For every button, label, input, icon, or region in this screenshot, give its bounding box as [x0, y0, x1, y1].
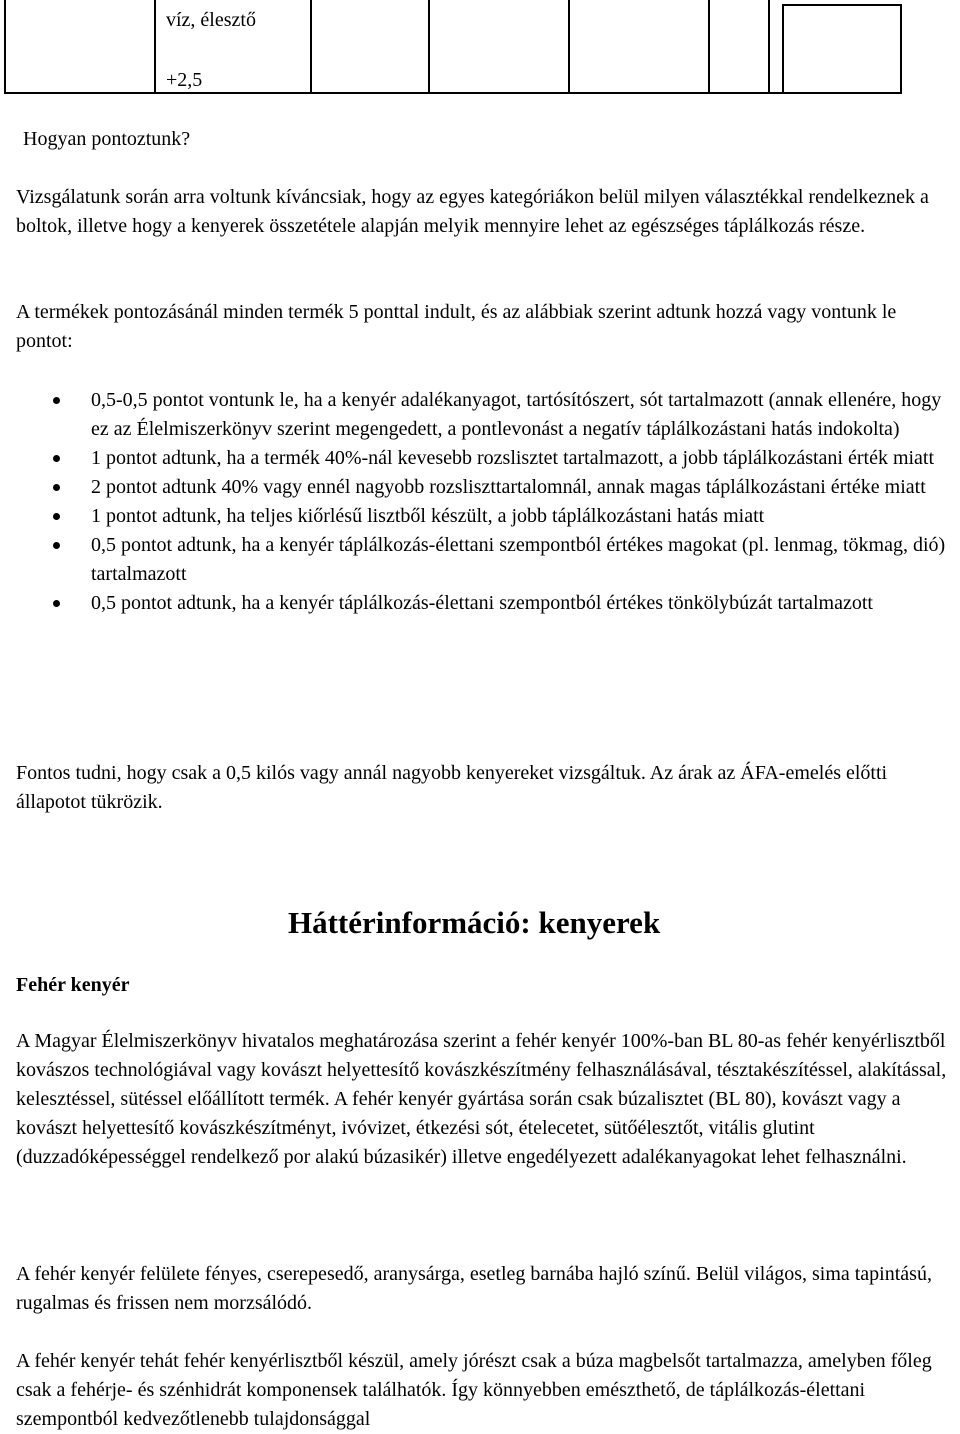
list-item: 0,5 pontot adtunk, ha a kenyér táplálkozás-élettani szempontból értékes magokat (pl. lenmag, tökmag, dió) tartalmazott — [16, 531, 956, 589]
white-bread-paragraph-2 — [16, 1260, 956, 1318]
note-paragraph — [16, 759, 956, 817]
list-item: 0,5 pontot adtunk, ha a kenyér táplálkozás-élettani szempontból értékes tönkölybúzát tartalmazott — [16, 589, 956, 618]
table-bottom-border — [4, 92, 902, 94]
table-vline-6 — [768, 0, 770, 94]
background-heading: Háttérinformáció: kenyerek — [288, 905, 661, 940]
table-cell-ingredients: víz, élesztő — [166, 9, 256, 31]
intro-paragraph — [16, 183, 956, 241]
list-item: 1 pontot adtunk, ha teljes kiőrlésű lisztből készült, a jobb táplálkozástani hatás miatt — [16, 502, 956, 531]
note-text: Fontos tudni, hogy csak a 0,5 kilós vagy annál nagyobb kenyereket vizsgáltuk. Az árak az ÁFA-emelés előtti állapotot tükrözik. — [16, 762, 888, 813]
white-bread-paragraph-1 — [16, 1027, 956, 1172]
scoring-title: Hogyan pontoztunk? — [23, 128, 191, 150]
table-inner-box — [782, 4, 902, 94]
table-cell-score: +2,5 — [166, 69, 203, 91]
table-vline-4 — [568, 0, 570, 94]
list-item: 2 pontot adtunk 40% vagy ennél nagyobb rozsliszttartalomnál, annak magas táplálkozástani értéke miatt — [16, 473, 956, 502]
white-bread-text-3: A fehér kenyér tehát fehér kenyérlisztből készül, amely jórészt csak a búza magbelsőt tartalmazza, amelyben főleg csak a fehérje- és szénhidrát komponensek találhatók. Így könnyebben emészthető, de táplálkozás-élettani szempontból kedvezőtlenebb tulajdonsággal — [16, 1350, 932, 1430]
white-bread-title: Fehér kenyér — [16, 974, 130, 996]
table-vline-2 — [310, 0, 312, 94]
white-bread-text-1: A Magyar Élelmiszerkönyv hivatalos meghatározása szerint a fehér kenyér 100%-ban BL 80-as fehér kenyérlisztből kovászos technológiával vagy kovászt helyettesítő kovászkészítmény felhasználásával, tésztakészítéssel, alakítással, kelesztéssel, sütéssel előállított termék. A fehér kenyér gyártása során csak búzalisztet (BL 80), kovászt vagy a kovászt helyettesítő kovászkészítményt, ivóvizet, étkezési sót, ételecetet, sütőélesztőt, vitális glutint (duzzadóképességgel rendelkező por alakú búzasikér) illetve engedélyezett adalékanyagokat lehet felhasználni. — [16, 1030, 947, 1168]
white-bread-paragraph-3 — [16, 1347, 956, 1434]
table-left-border — [4, 0, 6, 94]
intro-text: Vizsgálatunk során arra voltunk kíváncsiak, hogy az egyes kategóriákon belül milyen választékkal rendelkeznek a boltok, illetve hogy a kenyerek összetétele alapján melyik mennyire lehet az egészséges táplálkozás része. — [16, 186, 929, 237]
white-bread-text-2: A fehér kenyér felülete fényes, cserepesedő, aranysárga, esetleg barnába hajló színű. Belül világos, sima tapintású, rugalmas és frissen nem morzsálódó. — [16, 1263, 932, 1314]
table-vline-5 — [708, 0, 710, 94]
table-vline-3 — [428, 0, 430, 94]
scoring-rules-list — [16, 386, 956, 618]
list-item: 0,5-0,5 pontot vontunk le, ha a kenyér adalékanyagot, tartósítószert, sót tartalmazott (annak ellenére, hogy ez az Élelmiszerkönyv szerint megengedett, a pontlevonást a negatív táplálkozástani hatás indokolta) — [16, 386, 956, 444]
scoring-paragraph — [16, 298, 956, 356]
scoring-text: A termékek pontozásánál minden termék 5 ponttal indult, és az alábbiak szerint adtunk hozzá vagy vontunk le pontot: — [16, 301, 897, 352]
table-vline-1 — [154, 0, 156, 94]
list-item: 1 pontot adtunk, ha a termék 40%-nál kevesebb rozslisztet tartalmazott, a jobb táplálkozástani érték miatt — [16, 444, 956, 473]
